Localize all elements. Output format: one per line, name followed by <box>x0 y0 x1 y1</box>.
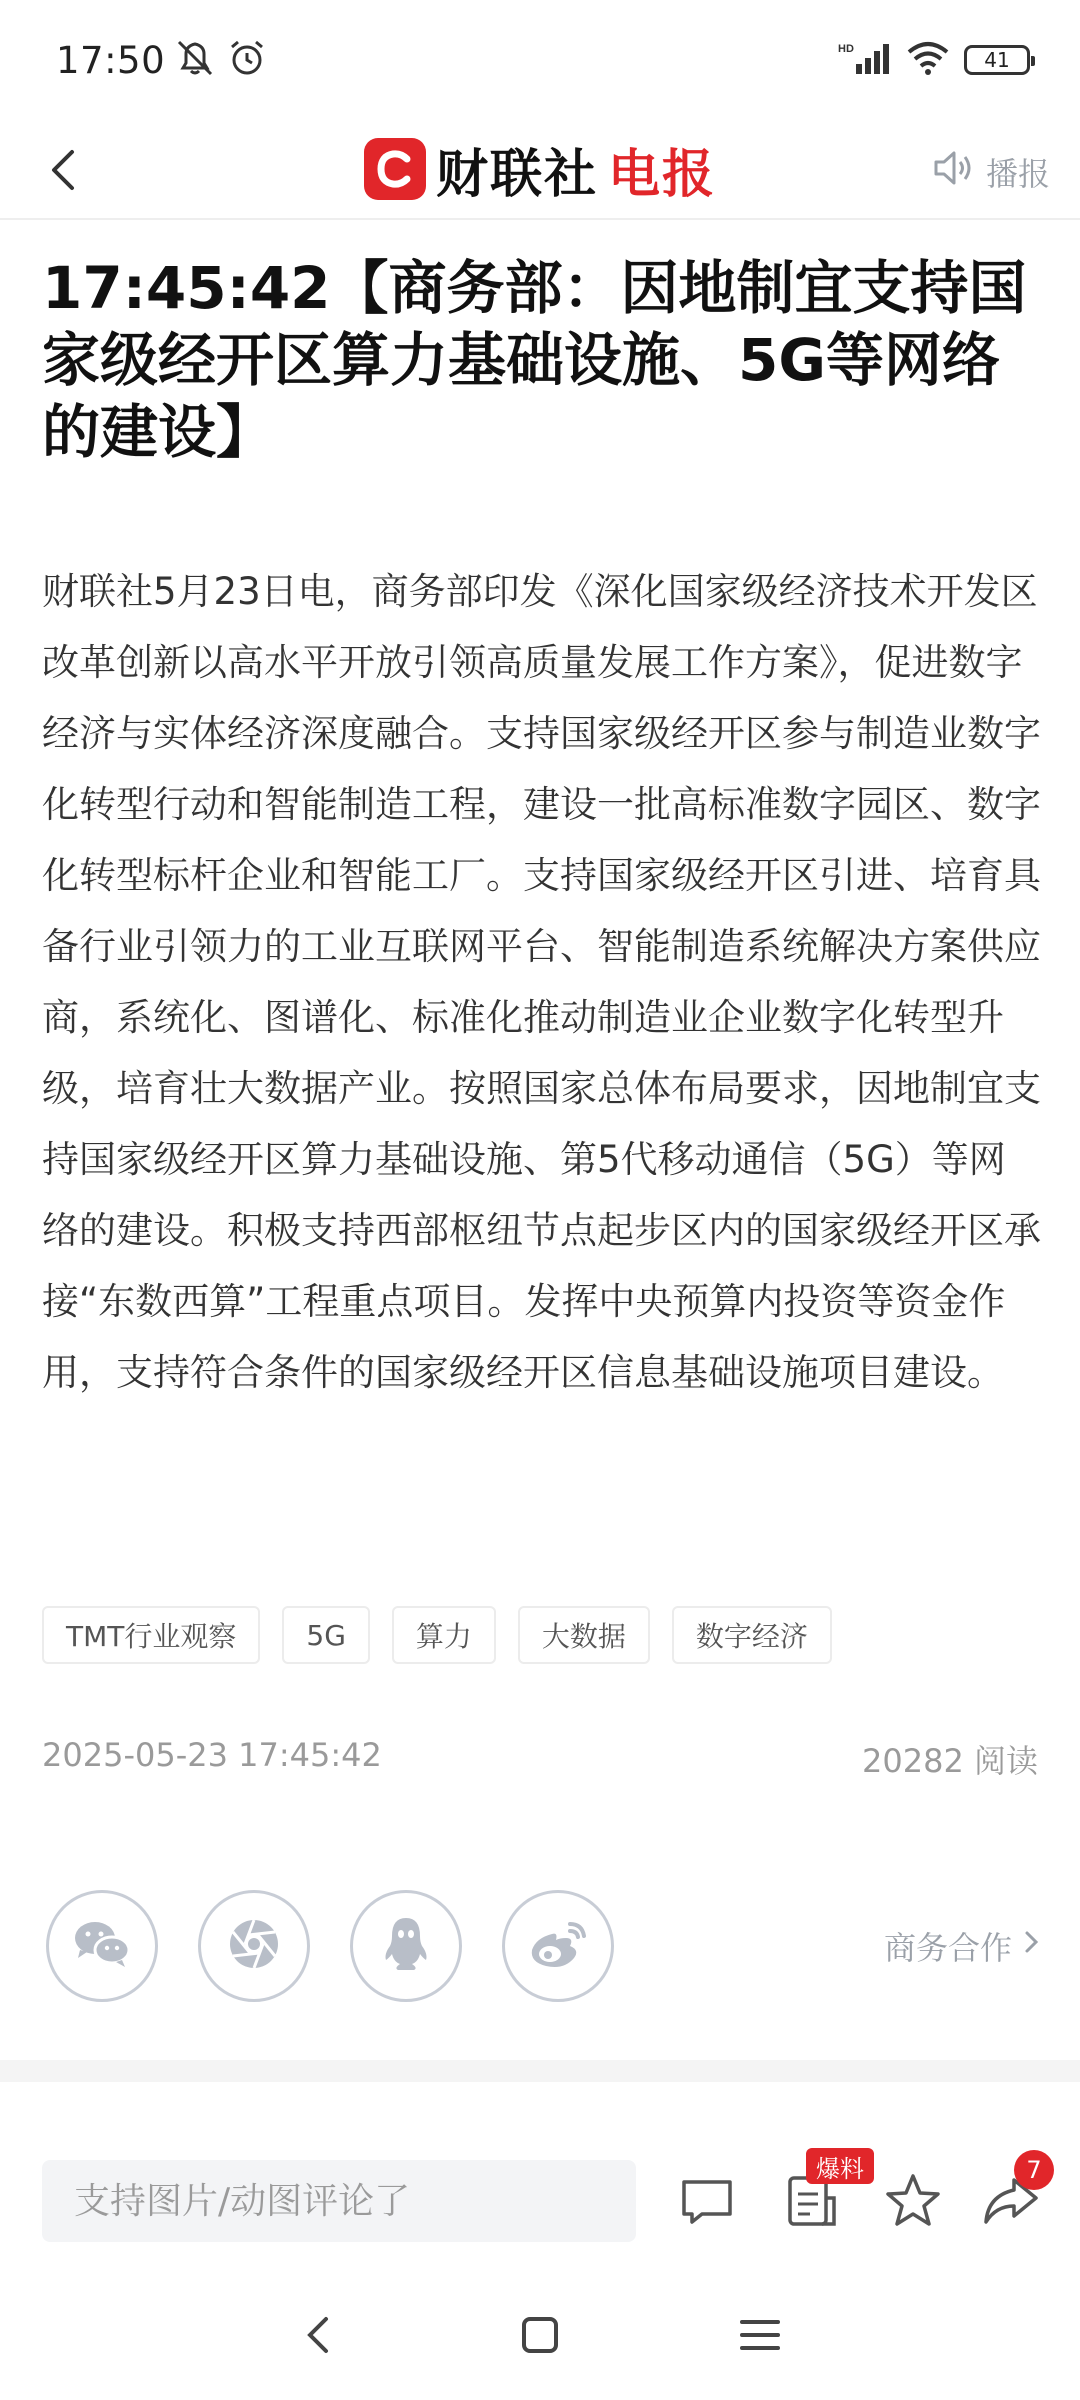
chevron-right-icon <box>1022 1927 1042 1965</box>
battery-level: 41 <box>984 48 1010 72</box>
share-wechat-button[interactable] <box>46 1890 158 2002</box>
nav-back-icon[interactable] <box>290 2305 350 2365</box>
star-icon[interactable] <box>880 2168 946 2234</box>
share-row <box>46 1890 1042 2002</box>
broadcast-button[interactable] <box>932 148 1050 196</box>
share-qq-button[interactable] <box>350 1890 462 2002</box>
system-nav-bar <box>0 2290 1080 2380</box>
logo-text-primary: 财联社 <box>435 144 598 205</box>
hd-signal-icon <box>838 40 892 80</box>
tag-digital-economy[interactable]: 数字经济 <box>672 1606 832 1664</box>
nav-menu-icon[interactable] <box>730 2305 790 2365</box>
tag-5g[interactable]: 5G <box>282 1606 370 1664</box>
alarm-icon <box>227 38 267 82</box>
article-body: 财联社5月23日电，商务部印发《深化国家级经济技术开发区改革创新以高水平开放引领高质量发展工作方案》，促进数字经济与实体经济深度融合。支持国家级经开区参与制造业数字化转型行动和智能制造工程，建设一批高标准数字园区、数字化转型标杆企业和智能工厂。支持国家级经开区引进、培育具备行业引领力的工业互联网平台、智能制造系统解决方案供应商，系统化、图谱化、标准化推动制造业企业数字化转型升级，培育壮大数据产业。按照国家总体布局要求，因地制宜支持国家级经开区算力基础设施、第5代移动通信（5G）等网络的建设。积极支持西部枢纽节点起步区内的国家级经开区承接“东数西算”工程重点项目。发挥中央预算内投资等资金作用，支持符合条件的国家级经开区信息基础设施项目建设。 <box>42 570 1041 1394</box>
tag-computing-power[interactable]: 算力 <box>392 1606 496 1664</box>
share-moments-button[interactable] <box>198 1890 310 2002</box>
status-time: 17:50 <box>56 38 166 82</box>
business-cooperation-label: 商务合作 <box>883 1929 1012 1967</box>
weibo-icon <box>526 1916 590 1976</box>
battery-icon <box>964 45 1030 75</box>
app-logo <box>364 132 716 207</box>
moments-icon <box>225 1915 283 1977</box>
read-count: 20282 阅读 <box>862 1742 1038 1780</box>
share-weibo-button[interactable] <box>502 1890 614 2002</box>
article-meta <box>42 1736 1038 1782</box>
mute-icon <box>173 38 217 82</box>
tag-tmt[interactable]: TMT行业观察 <box>42 1606 260 1664</box>
baoliao-badge[interactable]: 爆料 <box>806 2148 874 2184</box>
article-headline: 17:45:42【商务部：因地制宜支持国家级经开区算力基础设施、5G等网络的建设】 <box>42 254 1027 466</box>
status-bar <box>0 0 1080 120</box>
back-button[interactable] <box>36 140 96 200</box>
tag-list <box>42 1606 832 1664</box>
qq-icon <box>380 1914 432 1978</box>
svg-text:HD: HD <box>838 43 854 55</box>
business-cooperation-link[interactable] <box>884 1923 1042 1969</box>
section-divider <box>0 2060 1080 2082</box>
speaker-icon <box>932 148 976 196</box>
wechat-icon <box>70 1916 134 1976</box>
comment-icon[interactable] <box>674 2168 740 2234</box>
logo-mark-icon <box>364 138 426 200</box>
nav-home-icon[interactable] <box>510 2305 570 2365</box>
publish-time: 2025-05-23 17:45:42 <box>42 1736 382 1774</box>
share-count-badge: 7 <box>1014 2150 1054 2190</box>
wifi-icon <box>906 40 950 80</box>
logo-text-accent: 电报 <box>608 144 717 205</box>
comment-input[interactable] <box>42 2160 636 2242</box>
tag-big-data[interactable]: 大数据 <box>518 1606 650 1664</box>
app-header <box>0 120 1080 220</box>
broadcast-label: 播报 <box>985 155 1050 193</box>
